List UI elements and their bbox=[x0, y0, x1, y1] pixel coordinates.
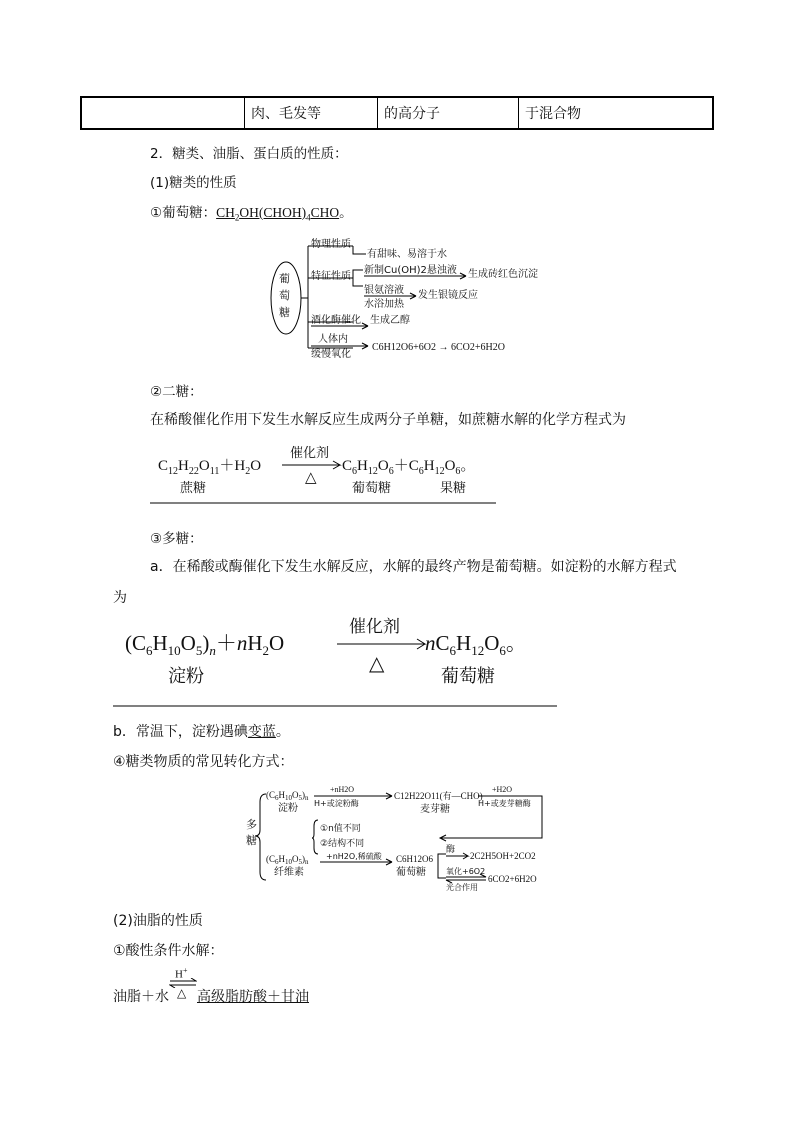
ferment-label: 酒化酶催化 bbox=[311, 315, 361, 326]
cond3: +nH2O,稀硫酸 bbox=[326, 852, 382, 861]
polysaccharide-text: a．在稀酸或酶催化下发生水解反应，水解的最终产物是葡萄糖。如淀粉的水解方程式 bbox=[150, 559, 677, 575]
disaccharide-text: 在稀酸催化作用下发生水解反应生成两分子单糖，如蔗糖水解的化学方程式为 bbox=[150, 412, 626, 428]
table-cell: 于混合物 bbox=[519, 97, 714, 129]
heat-symbol: △ bbox=[369, 653, 385, 675]
fat-equation bbox=[113, 968, 433, 1004]
center-char: 糖 bbox=[279, 306, 290, 319]
silver-condition: 水浴加热 bbox=[364, 299, 404, 310]
body-label: 人体内 bbox=[318, 334, 348, 345]
sucrose-equation bbox=[150, 440, 500, 515]
diff-note: ②结构不同 bbox=[320, 839, 365, 849]
iodine-test-line: b．常温下，淀粉遇碘变蓝。 bbox=[113, 724, 290, 740]
silver-result: 发生银镜反应 bbox=[418, 290, 478, 301]
equation-text: $(C_6H_{10}O_5)_n+nH_2O$ bbox=[125, 631, 285, 658]
product-name: 葡萄糖 bbox=[352, 481, 392, 496]
catalyst-label: 催化剂 bbox=[290, 446, 330, 461]
characteristic-label: 特征性质 bbox=[311, 271, 351, 282]
table-cell: 肉、毛发等 bbox=[245, 97, 378, 129]
center-char: 萄 bbox=[279, 289, 290, 302]
equation-products: $C_6H_{12}O_6+C_6H_{12}O_6$。 bbox=[342, 458, 476, 477]
glucose-label: ①葡萄糖： bbox=[150, 205, 217, 221]
cellulose-label: 纤维素 bbox=[274, 867, 304, 878]
reactant-name: 蔗糖 bbox=[180, 481, 207, 496]
fat-lhs: 油脂＋水 bbox=[113, 989, 169, 1005]
glucose-label: 葡萄糖 bbox=[396, 867, 426, 878]
cond1-bottom: H+或淀粉酶 bbox=[314, 799, 359, 808]
glucose-formula: C6H12O6 bbox=[396, 854, 434, 864]
cond1-top: +nH2O bbox=[330, 785, 355, 794]
sugar-conversion-diagram bbox=[242, 782, 552, 894]
catalyst-label: 催化剂 bbox=[349, 617, 400, 637]
conversion-label: ④糖类物质的常见转化方式： bbox=[113, 754, 294, 770]
cu-result: 生成砖红色沉淀 bbox=[468, 269, 538, 280]
cu-reagent: 新制Cu(OH)2悬浊液 bbox=[364, 265, 457, 276]
starch-equation bbox=[113, 610, 563, 710]
ox-product: 6CO2+6H2O bbox=[488, 874, 537, 884]
table-cell bbox=[81, 97, 245, 129]
equation-text: $C_{12}H_{22}O_{11}+H_2O$ bbox=[158, 458, 262, 477]
cond2-bottom: H+或麦芽糖酶 bbox=[478, 799, 531, 808]
reactant-name: 淀粉 bbox=[168, 666, 204, 687]
fat-subsection-title: (2)油脂的性质 bbox=[113, 913, 203, 929]
ox-top: 氧化+6O2 bbox=[446, 867, 486, 876]
table-fragment bbox=[80, 96, 714, 130]
ethanol-equation: 2C2H5OH+2CO2 bbox=[470, 851, 536, 861]
glucose-formula: $CH_2OH(CHOH)_4CHO$ bbox=[216, 205, 340, 223]
table-row bbox=[81, 97, 713, 129]
subsection-title: (1)糖类的性质 bbox=[150, 175, 237, 191]
silver-reagent: 银氨溶液 bbox=[364, 285, 404, 296]
cond2-top: +H2O bbox=[492, 785, 513, 794]
ox-bottom: 光合作用 bbox=[446, 883, 478, 892]
heat-symbol: △ bbox=[177, 986, 187, 1000]
maltose-formula: C12H22O11(有—CHO) bbox=[394, 791, 483, 801]
slow-ox-label: 缓慢氧化 bbox=[311, 349, 351, 360]
disaccharide-label: ②二糖： bbox=[150, 384, 203, 400]
polysaccharide-label: ③多糖： bbox=[150, 531, 203, 547]
ox-equation: C6H12O6+6O2 → 6CO2+6H2O bbox=[372, 342, 505, 353]
physical-result: 有甜味、易溶于水 bbox=[367, 249, 447, 260]
cellulose-formula: $(C_6H_{10}O_5)_n$ bbox=[266, 854, 309, 866]
product-name: 葡萄糖 bbox=[441, 666, 495, 687]
starch-formula: $(C_6H_{10}O_5)_n$ bbox=[266, 790, 309, 802]
glucose-line: ①葡萄糖：$CH_2OH(CHOH)_4CHO$。 bbox=[150, 205, 353, 223]
equation-products: $nC_6H_{12}O_6$。 bbox=[425, 631, 527, 658]
section-title: 2．糖类、油脂、蛋白质的性质： bbox=[150, 146, 348, 162]
maltose-label: 麦芽糖 bbox=[420, 804, 450, 815]
poly-char: 糖 bbox=[246, 834, 257, 847]
ferment-result: 生成乙醇 bbox=[370, 315, 410, 326]
center-char: 葡 bbox=[279, 272, 290, 285]
polysaccharide-text-cont: 为 bbox=[113, 590, 127, 606]
diff-note: ①n值不同 bbox=[320, 824, 361, 834]
fat-rhs: 高级脂肪酸＋甘油 bbox=[197, 989, 309, 1005]
poly-char: 多 bbox=[246, 818, 257, 831]
fat-acid-label: ①酸性条件水解： bbox=[113, 943, 224, 959]
product-name: 果糖 bbox=[440, 481, 467, 496]
acid-catalyst: H+ bbox=[175, 966, 188, 981]
starch-label: 淀粉 bbox=[278, 803, 298, 814]
physical-label: 物理性质 bbox=[311, 239, 351, 250]
glucose-property-diagram bbox=[268, 236, 558, 360]
table-cell: 的高分子 bbox=[378, 97, 519, 129]
enzyme-label: 酶 bbox=[446, 845, 456, 855]
answer-blank: 变蓝 bbox=[247, 724, 276, 740]
heat-symbol: △ bbox=[305, 470, 317, 486]
